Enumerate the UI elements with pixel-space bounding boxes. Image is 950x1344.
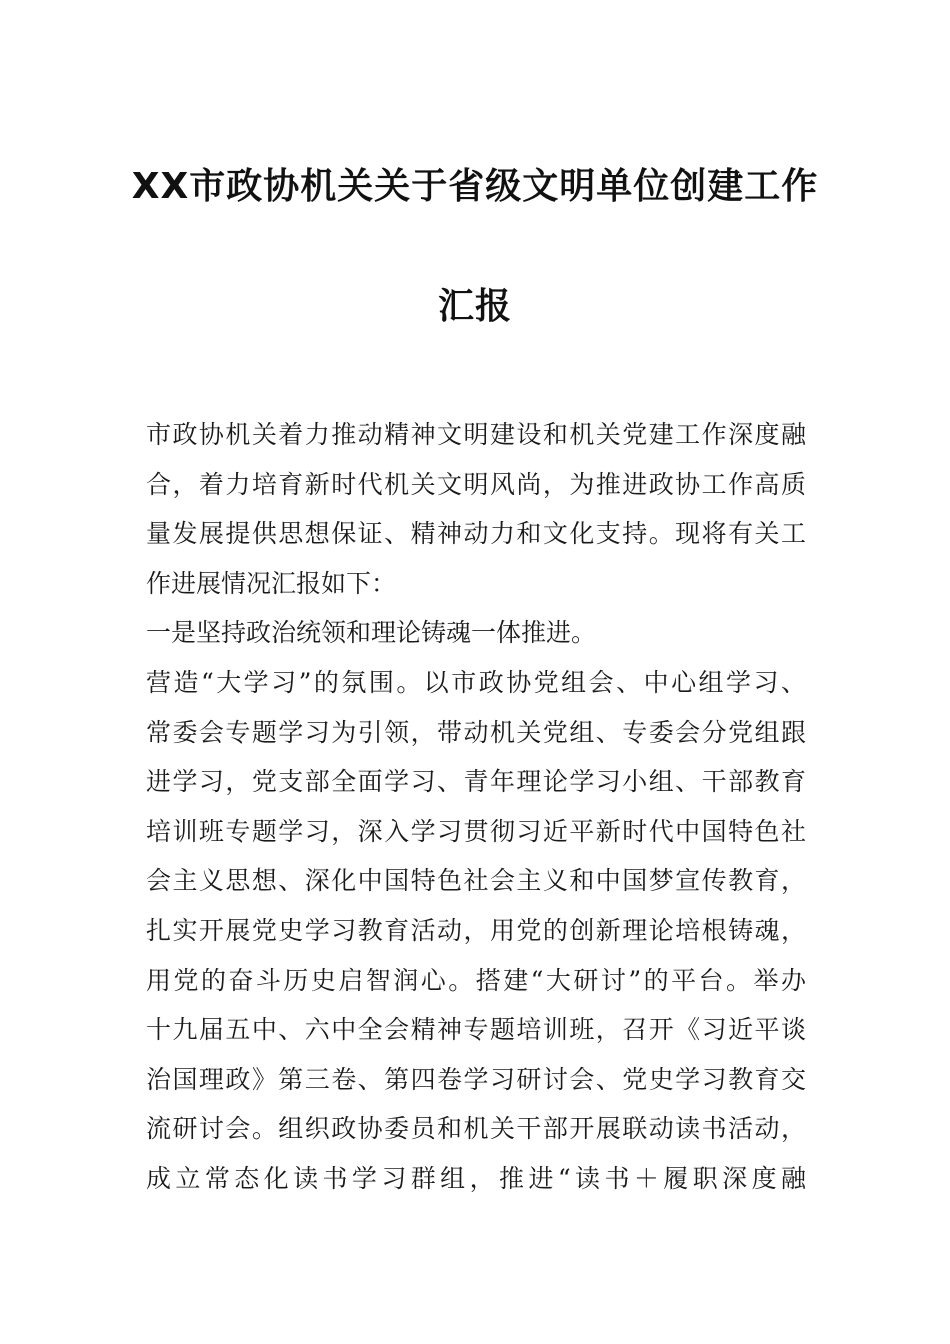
body-line: 量发展提供思想保证、精神动力和文化支持。现将有关工 <box>146 519 806 549</box>
body-line: 常委会专题学习为引领，带动机关党组、专委会分党组跟 <box>146 717 806 747</box>
document-body <box>146 410 806 1204</box>
body-line: 流研讨会。组织政协委员和机关干部开展联动读书活动， <box>146 1114 806 1144</box>
body-line: 扎实开展党史学习教育活动，用党的创新理论培根铸魂， <box>146 915 806 945</box>
body-line: 合，着力培育新时代机关文明风尚，为推进政协工作高质 <box>146 469 806 499</box>
body-line: 进学习，党支部全面学习、青年理论学习小组、干部教育 <box>146 767 806 797</box>
body-line: 治国理政》第三卷、第四卷学习研讨会、党史学习教育交 <box>146 1064 806 1094</box>
document-title-line-1: XX市政协机关关于省级文明单位创建工作 <box>131 166 819 207</box>
body-line: 市政协机关着力推动精神文明建设和机关党建工作深度融 <box>146 420 806 449</box>
body-line: 营造“大学习”的氛围。以市政协党组会、中心组学习、 <box>146 667 806 697</box>
document-title-line-2: 汇报 <box>437 286 512 327</box>
body-line: 用党的奋斗历史启智润心。搭建“大研讨”的平台。举办 <box>146 965 806 995</box>
body-line: 培训班专题学习，深入学习贯彻习近平新时代中国特色社 <box>146 816 806 846</box>
body-line: 会主义思想、深化中国特色社会主义和中国梦宣传教育， <box>146 866 806 896</box>
body-line: 成立常态化读书学习群组，推进“读书＋履职深度融 <box>146 1163 806 1193</box>
body-line: 作进展情况汇报如下： <box>146 568 397 598</box>
body-line: 十九届五中、六中全会精神专题培训班，召开《习近平谈 <box>146 1015 806 1045</box>
section-heading: 一是坚持政治统领和理论铸魂一体推进。 <box>146 618 597 648</box>
